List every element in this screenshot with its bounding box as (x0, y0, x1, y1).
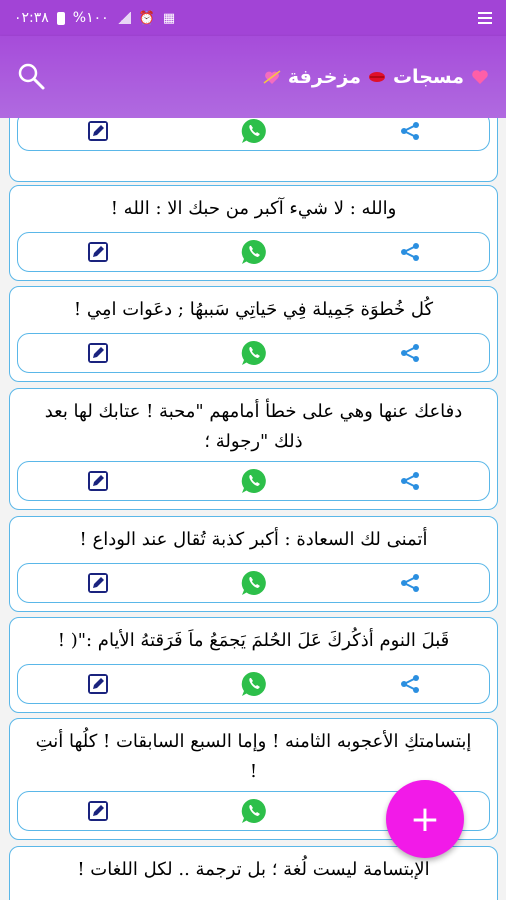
status-indicators (14, 10, 175, 26)
app-title (262, 66, 490, 88)
share-icon[interactable] (399, 241, 421, 263)
whatsapp-icon[interactable] (240, 797, 268, 825)
share-icon[interactable] (399, 120, 421, 142)
battery-percent: %١٠٠ (72, 10, 109, 26)
whatsapp-icon[interactable] (240, 569, 268, 597)
message-card (9, 185, 498, 281)
message-card (9, 617, 498, 713)
message-text[interactable]: الإبتسامة ليست لُغة ؛ بل ترجمة .. لكل اللغات ! (77, 859, 430, 880)
card-actions (17, 118, 490, 151)
message-text[interactable]: كُل خُطوَة جَمِيلة فِي حَياتِي سَببهُا ; دعَوات امِي ! (73, 299, 434, 320)
message-card (9, 118, 498, 182)
edit-icon[interactable] (87, 342, 109, 364)
whatsapp-icon[interactable] (240, 118, 268, 145)
clock: ٠٢:٣٨ (14, 10, 49, 26)
edit-icon[interactable] (87, 241, 109, 263)
edit-icon[interactable] (87, 800, 109, 822)
battery-icon (57, 12, 65, 25)
card-actions (17, 664, 490, 704)
whatsapp-icon[interactable] (240, 670, 268, 698)
edit-icon[interactable] (87, 673, 109, 695)
search-icon[interactable] (16, 61, 48, 93)
menu-lines-icon[interactable] (478, 12, 492, 24)
share-icon[interactable] (399, 673, 421, 695)
edit-icon[interactable] (87, 572, 109, 594)
message-text[interactable]: دفاعك عنها وهي على خطأ أمامهم "محبة ! عتابك لها بعد ذلك "رجولة ؛ (44, 401, 463, 452)
message-text[interactable]: إبتسامتكِ الأعجوبه الثامنه ! وإما السبع السابقات ! كلُها أنتِ ! (35, 731, 472, 782)
message-text[interactable]: قَبلَ النوم أذكُركَ عَلَ الحُلمَ يَجمَعُ ماَ فَرَقتهُ الأيام :"( ! (57, 630, 450, 651)
alarm-icon: ⏰ (138, 10, 155, 26)
card-actions (17, 563, 490, 603)
message-text[interactable]: أتمنى لك السعادة : أكبر كذبة تُقال عند الوداع ! (79, 529, 428, 550)
share-icon[interactable] (399, 470, 421, 492)
message-text[interactable]: والله : لا شيء آكبر من حبك الا : الله ! (110, 198, 397, 219)
title-word-2: مزخرفة (287, 66, 361, 88)
card-actions (17, 461, 490, 501)
title-word-1: مسجات (392, 66, 464, 88)
share-icon[interactable] (399, 342, 421, 364)
whatsapp-icon[interactable] (240, 339, 268, 367)
heart-arrow-icon (262, 67, 282, 87)
sparkling-heart-icon (470, 67, 490, 87)
share-icon[interactable] (399, 572, 421, 594)
lips-icon (367, 67, 387, 87)
whatsapp-icon[interactable] (240, 467, 268, 495)
message-card (9, 286, 498, 382)
message-card (9, 516, 498, 612)
card-actions (17, 232, 490, 272)
edit-icon[interactable] (87, 470, 109, 492)
app-bar (0, 36, 506, 118)
whatsapp-icon[interactable] (240, 238, 268, 266)
message-card (9, 388, 498, 510)
status-bar (0, 0, 506, 36)
card-actions (17, 333, 490, 373)
cast-icon: ▦ (162, 10, 176, 26)
edit-icon[interactable] (87, 120, 109, 142)
signal-icon (117, 12, 131, 24)
add-button[interactable]: + (386, 780, 464, 858)
